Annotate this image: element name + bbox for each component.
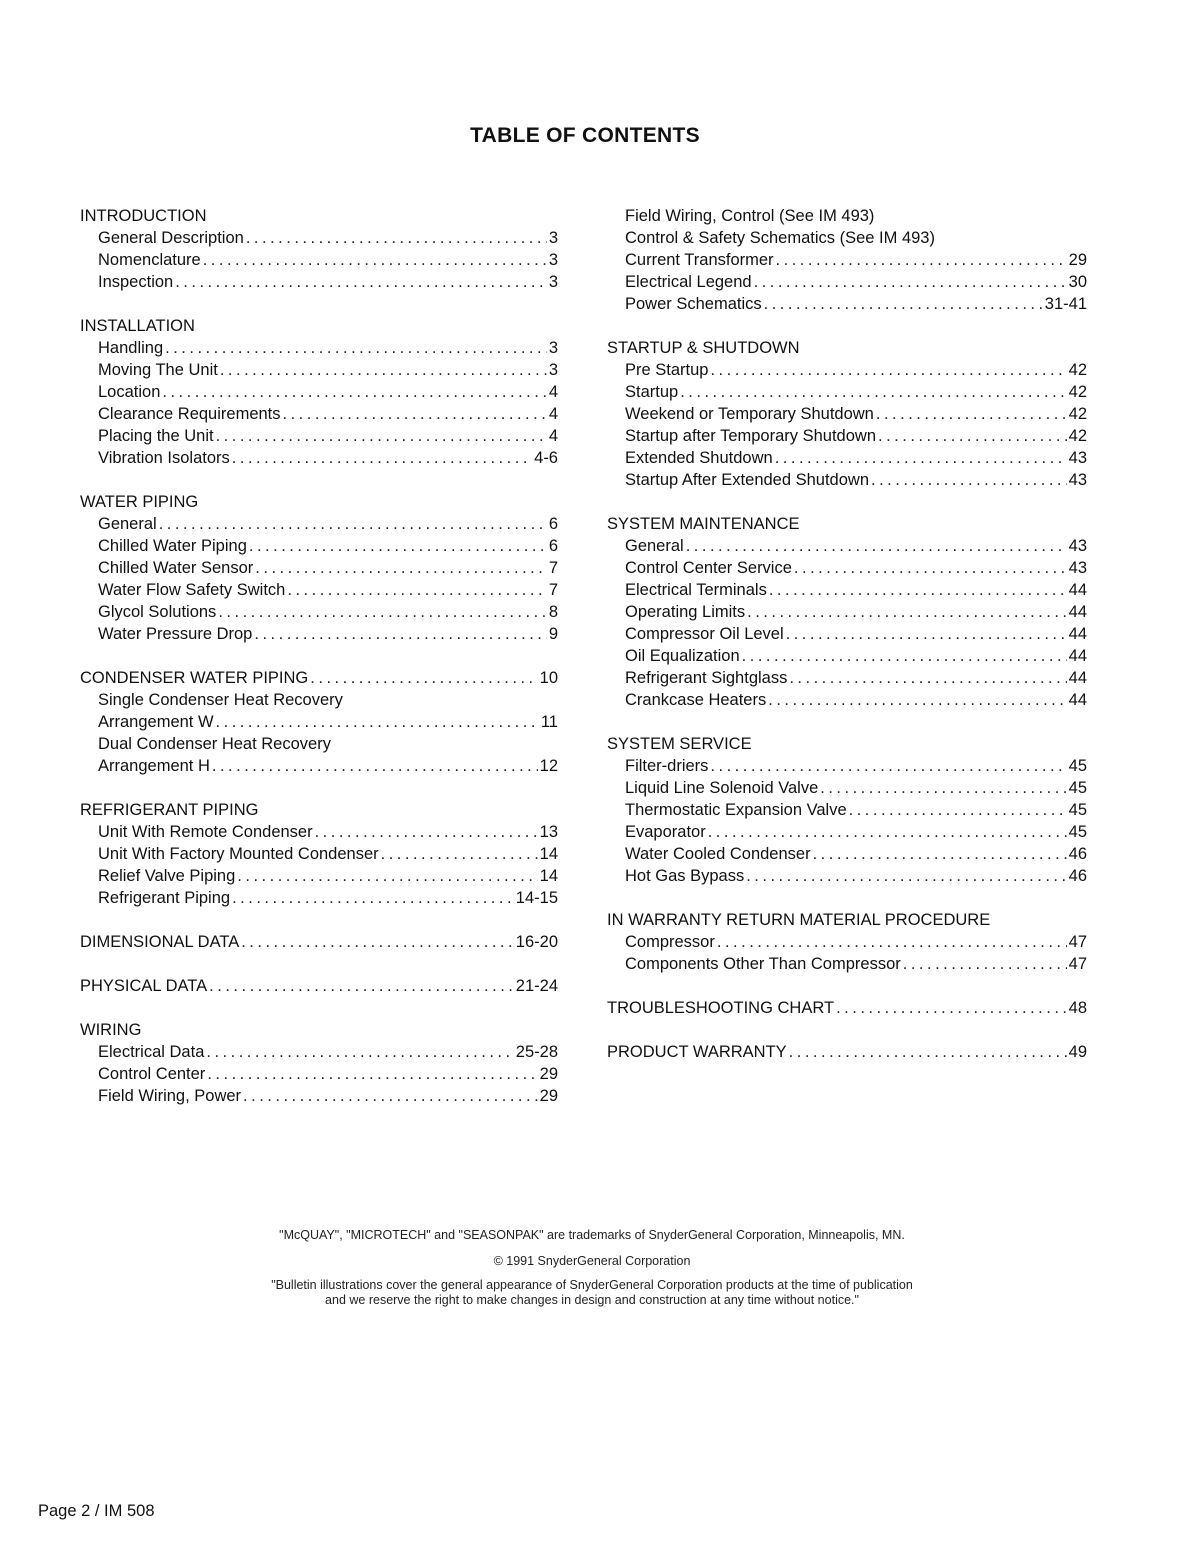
- toc-entry-label: Field Wiring, Power: [98, 1087, 242, 1105]
- dot-leader: [903, 953, 1067, 975]
- toc-entry: [607, 227, 1087, 249]
- dot-leader: [776, 249, 1067, 271]
- toc-page-number: 44: [1068, 581, 1087, 599]
- dot-leader: [710, 359, 1066, 381]
- toc-page-number: 47: [1068, 933, 1087, 951]
- toc-page-number: 44: [1068, 647, 1087, 665]
- toc-section-continued: [607, 205, 1087, 315]
- toc-entry: [607, 249, 1087, 271]
- toc-page-number: 3: [548, 273, 558, 291]
- bulletin-line-1: "Bulletin illustrations cover the general appearance of SnyderGeneral Corporation products at the time of publication: [271, 1278, 913, 1292]
- dot-leader: [159, 513, 547, 535]
- toc-section-wiring: [80, 1019, 558, 1107]
- toc-entry: [80, 733, 558, 755]
- dot-leader: [754, 271, 1067, 293]
- toc-entry: [607, 469, 1087, 491]
- dot-leader: [836, 997, 1067, 1019]
- dot-leader: [813, 843, 1067, 865]
- toc-entry-label: Thermostatic Expansion Valve: [625, 801, 847, 819]
- toc-entry-label: Field Wiring, Control (See IM 493): [625, 207, 875, 225]
- toc-section-system-maintenance: [607, 513, 1087, 711]
- toc-heading-label: IN WARRANTY RETURN MATERIAL PROCEDURE: [607, 911, 991, 929]
- toc-entry-label: Operating Limits: [625, 603, 746, 621]
- toc-page-number: 44: [1068, 625, 1087, 643]
- toc-section-introduction: [80, 205, 558, 293]
- toc-page-number: 9: [548, 625, 558, 643]
- toc-entry: [607, 645, 1087, 667]
- toc-entry: [607, 799, 1087, 821]
- dot-leader: [789, 1041, 1067, 1063]
- toc-page-number: 3: [548, 339, 558, 357]
- dot-leader: [232, 887, 514, 909]
- toc-heading-label: SYSTEM MAINTENANCE: [607, 515, 800, 533]
- toc-page-number: 16-20: [515, 933, 558, 951]
- dot-leader: [212, 755, 538, 777]
- toc-page-number: 42: [1068, 383, 1087, 401]
- dot-leader: [315, 821, 538, 843]
- toc-entry: [80, 227, 558, 249]
- toc-entry-label: Water Flow Safety Switch: [98, 581, 286, 599]
- toc-page-number: 3: [548, 361, 558, 379]
- toc-entry: [607, 381, 1087, 403]
- toc-page-number: 11: [540, 713, 558, 731]
- trademark-notice: "McQUAY", "MICROTECH" and "SEASONPAK" are trademarks of SnyderGeneral Corporation, Minneapolis, MN.: [279, 1228, 905, 1242]
- toc-page-number: 46: [1068, 867, 1087, 885]
- toc-page-number: 49: [1068, 1043, 1087, 1061]
- toc-section-heading: [80, 667, 558, 689]
- toc-entry-label: Handling: [98, 339, 164, 357]
- toc-page-number: 14: [539, 867, 558, 885]
- toc-heading-label: TROUBLESHOOTING CHART: [607, 999, 835, 1017]
- toc-entry: [607, 865, 1087, 887]
- dot-leader: [876, 403, 1067, 425]
- toc-entry-label: Crankcase Heaters: [625, 691, 767, 709]
- toc-page-number: 3: [548, 229, 558, 247]
- toc-section-heading: [80, 491, 558, 513]
- dot-leader: [849, 799, 1067, 821]
- toc-entry-label: Glycol Solutions: [98, 603, 217, 621]
- toc-entry-label: Electrical Terminals: [625, 581, 767, 599]
- toc-entry: [607, 953, 1087, 975]
- dot-leader: [165, 337, 547, 359]
- toc-section-troubleshooting-chart: [607, 997, 1087, 1019]
- toc-entry-label: Single Condenser Heat Recovery: [98, 691, 343, 709]
- toc-heading-label: CONDENSER WATER PIPING: [80, 669, 309, 687]
- toc-entry-label: Electrical Legend: [625, 273, 752, 291]
- dot-leader: [878, 425, 1067, 447]
- toc-entry: [80, 337, 558, 359]
- toc-entry: [607, 447, 1087, 469]
- dot-leader: [789, 667, 1066, 689]
- dot-leader: [710, 755, 1066, 777]
- toc-entry: [607, 535, 1087, 557]
- toc-page-number: 7: [548, 581, 558, 599]
- toc-page-number: 45: [1068, 779, 1087, 797]
- toc-page-number: 48: [1068, 999, 1087, 1017]
- toc-page-number: 30: [1068, 273, 1087, 291]
- toc-entry-label: Chilled Water Piping: [98, 537, 247, 555]
- toc-page-number: 45: [1068, 823, 1087, 841]
- dot-leader: [209, 975, 514, 997]
- dot-leader: [381, 843, 538, 865]
- dot-leader: [686, 535, 1067, 557]
- toc-entry-label: Unit With Remote Condenser: [98, 823, 313, 841]
- toc-page-number: 4-6: [534, 449, 558, 467]
- toc-entry-label: Control Center Service: [625, 559, 792, 577]
- toc-entry-label: Extended Shutdown: [625, 449, 773, 467]
- dot-leader: [237, 865, 537, 887]
- toc-section-heading: [607, 337, 1087, 359]
- toc-entry: [80, 601, 558, 623]
- toc-entry: [607, 403, 1087, 425]
- toc-left-column: [80, 205, 558, 1129]
- toc-section-in-warranty-return-material-procedure: [607, 909, 1087, 975]
- dot-leader: [742, 645, 1067, 667]
- toc-heading-label: DIMENSIONAL DATA: [80, 933, 240, 951]
- toc-entry: [607, 293, 1087, 315]
- dot-leader: [871, 469, 1067, 491]
- dot-leader: [717, 931, 1067, 953]
- toc-entry: [80, 557, 558, 579]
- toc-entry-label: Relief Valve Piping: [98, 867, 236, 885]
- toc-heading-label: STARTUP & SHUTDOWN: [607, 339, 800, 357]
- dot-leader: [794, 557, 1067, 579]
- toc-entry: [607, 689, 1087, 711]
- toc-page-number: 29: [539, 1065, 558, 1083]
- toc-page-number: 43: [1068, 559, 1087, 577]
- dot-leader: [255, 557, 547, 579]
- dot-leader: [254, 623, 546, 645]
- toc-entry: [607, 579, 1087, 601]
- toc-section-physical-data: [80, 975, 558, 997]
- toc-entry-label: Inspection: [98, 273, 174, 291]
- toc-page-number: 10: [539, 669, 558, 687]
- toc-section-heading: [607, 997, 1087, 1019]
- toc-entry-label: Electrical Data: [98, 1043, 205, 1061]
- toc-entry-label: Moving The Unit: [98, 361, 218, 379]
- toc-section-heading: [80, 205, 558, 227]
- toc-entry: [80, 843, 558, 865]
- bulletin-line-2: and we reserve the right to make changes in design and construction at any time without notice.": [325, 1293, 859, 1307]
- toc-section-heading: [607, 909, 1087, 931]
- dot-leader: [775, 447, 1067, 469]
- toc-page-number: 43: [1068, 449, 1087, 467]
- toc-page-number: 42: [1068, 427, 1087, 445]
- toc-page-number: 4: [548, 427, 558, 445]
- toc-section-product-warranty: [607, 1041, 1087, 1063]
- toc-entry-label: Chilled Water Sensor: [98, 559, 254, 577]
- toc-section-startup-and-shutdown: [607, 337, 1087, 491]
- toc-entry-label: Water Pressure Drop: [98, 625, 253, 643]
- dot-leader: [680, 381, 1066, 403]
- toc-heading-label: INSTALLATION: [80, 317, 195, 335]
- toc-page-number: 7: [548, 559, 558, 577]
- toc-page-number: 4: [548, 383, 558, 401]
- dot-leader: [769, 579, 1067, 601]
- toc-entry-label: Pre Startup: [625, 361, 709, 379]
- toc-entry-label: Arrangement H: [98, 757, 210, 775]
- toc-section-heading: [80, 975, 558, 997]
- bulletin-notice: [0, 1278, 1184, 1308]
- toc-entry: [80, 1085, 558, 1107]
- toc-page-number: 13: [539, 823, 558, 841]
- toc-entry: [607, 667, 1087, 689]
- dot-leader: [241, 931, 514, 953]
- toc-page-number: 3: [548, 251, 558, 269]
- dot-leader: [162, 381, 546, 403]
- dot-leader: [232, 447, 532, 469]
- dot-leader: [216, 425, 547, 447]
- toc-page-number: 44: [1068, 691, 1087, 709]
- toc-entry-label: Startup after Temporary Shutdown: [625, 427, 876, 445]
- toc-entry-label: Refrigerant Piping: [98, 889, 231, 907]
- dot-leader: [249, 535, 547, 557]
- toc-entry: [607, 205, 1087, 227]
- toc-entry-label: Unit With Factory Mounted Condenser: [98, 845, 379, 863]
- toc-entry: [607, 843, 1087, 865]
- toc-entry-label: Power Schematics: [625, 295, 762, 313]
- toc-entry: [80, 271, 558, 293]
- toc-entry-label: Nomenclature: [98, 251, 201, 269]
- toc-entry: [607, 601, 1087, 623]
- toc-entry: [80, 689, 558, 711]
- toc-page-number: 29: [1068, 251, 1087, 269]
- toc-entry-label: Hot Gas Bypass: [625, 867, 745, 885]
- toc-entry-label: Oil Equalization: [625, 647, 740, 665]
- toc-entry: [80, 425, 558, 447]
- toc-page-number: 44: [1068, 669, 1087, 687]
- toc-entry: [80, 447, 558, 469]
- toc-entry-label: General: [625, 537, 684, 555]
- toc-page-number: 8: [548, 603, 558, 621]
- toc-entry: [80, 755, 558, 777]
- dot-leader: [220, 359, 547, 381]
- toc-entry-label: Startup: [625, 383, 679, 401]
- toc-section-water-piping: [80, 491, 558, 645]
- toc-entry: [80, 887, 558, 909]
- toc-entry-label: Arrangement W: [98, 713, 214, 731]
- dot-leader: [746, 865, 1066, 887]
- toc-entry: [607, 557, 1087, 579]
- toc-page-number: 47: [1068, 955, 1087, 973]
- toc-heading-label: SYSTEM SERVICE: [607, 735, 752, 753]
- toc-entry-label: Vibration Isolators: [98, 449, 230, 467]
- toc-section-heading: [607, 733, 1087, 755]
- toc-section-heading: [607, 513, 1087, 535]
- toc-section-installation: [80, 315, 558, 469]
- toc-entry-label: Clearance Requirements: [98, 405, 281, 423]
- toc-entry-label: Compressor Oil Level: [625, 625, 784, 643]
- dot-leader: [216, 711, 539, 733]
- toc-entry: [80, 1041, 558, 1063]
- dot-leader: [203, 249, 547, 271]
- dot-leader: [310, 667, 537, 689]
- dot-leader: [243, 1085, 538, 1107]
- toc-entry: [80, 359, 558, 381]
- dot-leader: [768, 689, 1066, 711]
- toc-heading-label: WIRING: [80, 1021, 142, 1039]
- toc-heading-label: INTRODUCTION: [80, 207, 207, 225]
- toc-section-condenser-water-piping: [80, 667, 558, 777]
- toc-heading-label: REFRIGERANT PIPING: [80, 801, 259, 819]
- toc-entry-label: Liquid Line Solenoid Valve: [625, 779, 819, 797]
- toc-entry: [607, 359, 1087, 381]
- toc-entry: [80, 381, 558, 403]
- toc-heading-label: PRODUCT WARRANTY: [607, 1043, 787, 1061]
- toc-entry: [607, 931, 1087, 953]
- toc-page-number: 43: [1068, 471, 1087, 489]
- toc-entry: [80, 821, 558, 843]
- toc-page-number: 31-41: [1044, 295, 1087, 313]
- toc-entry: [80, 1063, 558, 1085]
- toc-entry-label: Compressor: [625, 933, 715, 951]
- toc-entry: [607, 425, 1087, 447]
- dot-leader: [820, 777, 1066, 799]
- dot-leader: [175, 271, 547, 293]
- toc-section-heading: [80, 799, 558, 821]
- toc-entry-label: Control & Safety Schematics (See IM 493): [625, 229, 935, 247]
- toc-heading-label: WATER PIPING: [80, 493, 199, 511]
- toc-entry: [607, 821, 1087, 843]
- dot-leader: [283, 403, 547, 425]
- dot-leader: [747, 601, 1067, 623]
- toc-entry-label: General: [98, 515, 157, 533]
- toc-entry: [80, 535, 558, 557]
- toc-page-number: 14: [539, 845, 558, 863]
- copyright-notice: © 1991 SnyderGeneral Corporation: [493, 1254, 691, 1268]
- dot-leader: [708, 821, 1067, 843]
- toc-entry-label: Startup After Extended Shutdown: [625, 471, 869, 489]
- toc-entry-label: Components Other Than Compressor: [625, 955, 901, 973]
- toc-page-number: 12: [539, 757, 558, 775]
- toc-entry: [607, 623, 1087, 645]
- toc-section-refrigerant-piping: [80, 799, 558, 909]
- toc-page-number: 6: [548, 515, 558, 533]
- toc-section-heading: [80, 315, 558, 337]
- toc-section-dimensional-data: [80, 931, 558, 953]
- toc-page-number: 21-24: [515, 977, 558, 995]
- dot-leader: [207, 1063, 537, 1085]
- dot-leader: [287, 579, 546, 601]
- toc-entry: [80, 711, 558, 733]
- toc-entry: [80, 865, 558, 887]
- dot-leader: [246, 227, 547, 249]
- toc-entry-label: Weekend or Temporary Shutdown: [625, 405, 874, 423]
- toc-page-number: 44: [1068, 603, 1087, 621]
- toc-heading-label: PHYSICAL DATA: [80, 977, 208, 995]
- toc-section-heading: [80, 1019, 558, 1041]
- dot-leader: [206, 1041, 513, 1063]
- toc-entry-label: Control Center: [98, 1065, 206, 1083]
- toc-page-number: 45: [1068, 757, 1087, 775]
- toc-entry: [607, 271, 1087, 293]
- toc-page-number: 6: [548, 537, 558, 555]
- toc-section-heading: [607, 1041, 1087, 1063]
- toc-page-number: 4: [548, 405, 558, 423]
- toc-page-number: 45: [1068, 801, 1087, 819]
- dot-leader: [218, 601, 547, 623]
- toc-entry-label: Refrigerant Sightglass: [625, 669, 788, 687]
- toc-entry-label: Current Transformer: [625, 251, 774, 269]
- toc-page-number: 14-15: [515, 889, 558, 907]
- toc-entry: [80, 579, 558, 601]
- toc-page-number: 29: [539, 1087, 558, 1105]
- toc-page-number: 46: [1068, 845, 1087, 863]
- toc-page-number: 42: [1068, 405, 1087, 423]
- toc-entry-label: Evaporator: [625, 823, 706, 841]
- toc-section-heading: [80, 931, 558, 953]
- toc-entry: [80, 403, 558, 425]
- toc-entry-label: Filter-driers: [625, 757, 709, 775]
- toc-right-column: [607, 205, 1087, 1085]
- toc-entry: [80, 623, 558, 645]
- toc-entry-label: General Description: [98, 229, 244, 247]
- dot-leader: [764, 293, 1043, 315]
- dot-leader: [786, 623, 1067, 645]
- toc-entry: [80, 513, 558, 535]
- toc-page-number: 43: [1068, 537, 1087, 555]
- toc-page-number: 42: [1068, 361, 1087, 379]
- page-title: TABLE OF CONTENTS: [470, 124, 700, 147]
- toc-entry-label: Location: [98, 383, 161, 401]
- toc-entry: [607, 755, 1087, 777]
- page-number-footer: Page 2 / IM 508: [38, 1502, 155, 1520]
- toc-entry-label: Placing the Unit: [98, 427, 214, 445]
- toc-section-system-service: [607, 733, 1087, 887]
- footer-notice: [0, 1228, 1184, 1308]
- toc-entry: [80, 249, 558, 271]
- toc-entry: [607, 777, 1087, 799]
- toc-page-number: 25-28: [515, 1043, 558, 1061]
- toc-entry-label: Dual Condenser Heat Recovery: [98, 735, 331, 753]
- toc-entry-label: Water Cooled Condenser: [625, 845, 811, 863]
